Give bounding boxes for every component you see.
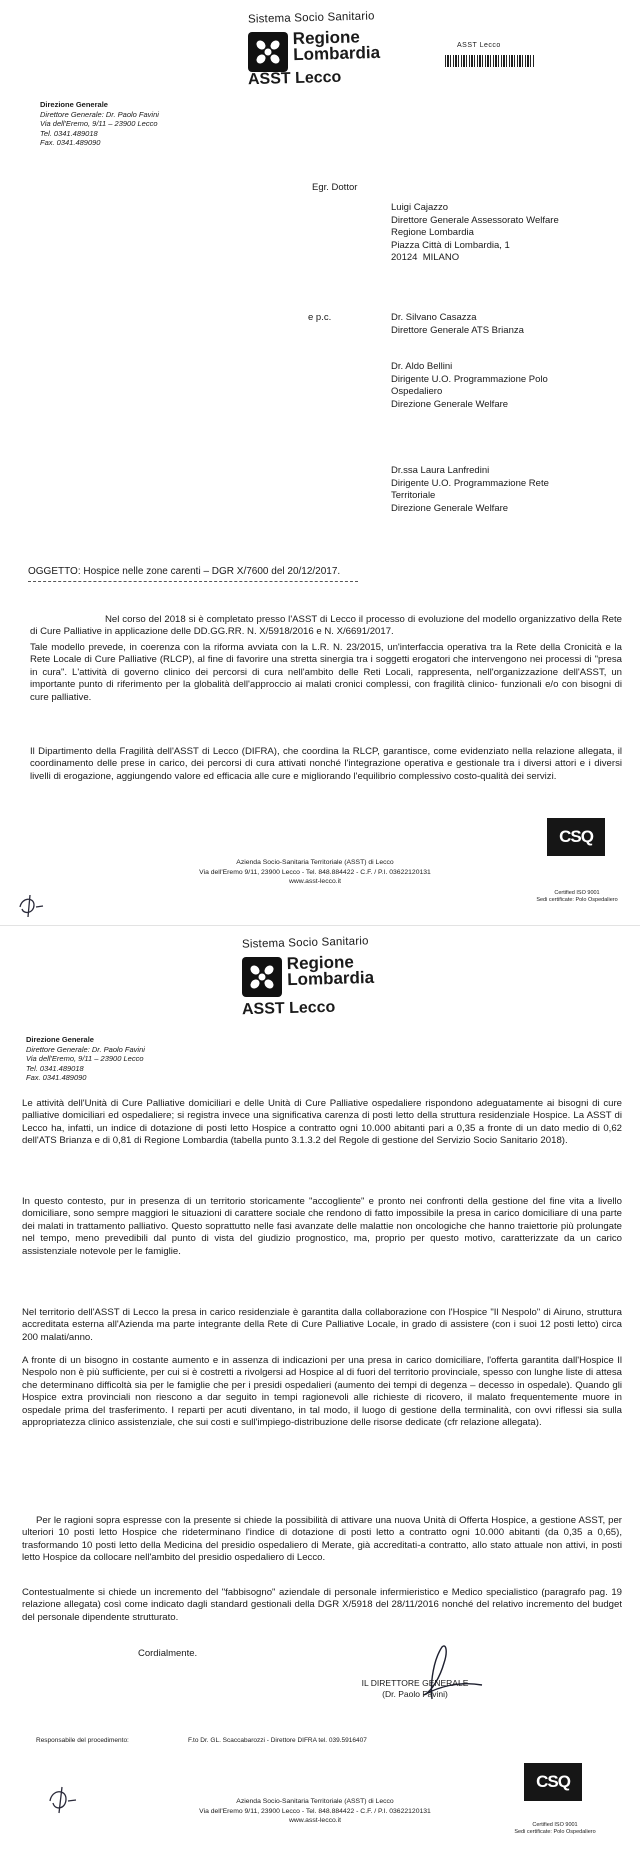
letter-page-1 [0,0,640,925]
body-paragraph-4: Le attività dell'Unità di Cure Palliative domiciliari e delle Unità di Cure Palliative ospedaliere rispondono adeguatamente ai bisogni di cure palliative domiciliari ed ospedaliere; si registra invece una significativa carenza di posti letto della struttura residenziale Hospice. La ASST di Lecco ha, infatti, un indice di dotazione di posti letto Hospice a contratto ogni 10.000 abitanti pari a 0,35 a fronte di un dato medio di 0,62 dell'ATS Brianza e di 0,81 di Regione Lombardia (tabella punto 3.1.3.2 del Regole di gestione del Servizio Socio Sanitario 2018). [22,1098,622,1147]
footer-address-2: Via dell'Eremo 9/11, 23900 Lecco - Tel. 848.884422 - C.F. / P.I. 03622120131 [199,1807,431,1815]
protocol-stamp-label: ASST Lecco [457,42,501,49]
sistema-socio-sanitario-label-2: Sistema Socio Sanitario [241,935,369,951]
salutation-egr: Egr. Dottor [312,182,358,193]
subject-divider [28,581,358,582]
body-paragraph-1: Nel corso del 2018 si è completato presso l'ASST di Lecco il processo di evoluzione del modello organizzativo della Rete di Cure Palliative in applicazione delle DD.GG.RR. N. X/5918/2016 e N. X/6691/2017. [30,614,622,638]
logo-wordmark-2 [287,954,375,988]
sistema-socio-sanitario-label: Sistema Socio Sanitario [247,10,375,26]
cc-recipient-lanfredini: Dr.ssa Laura Lanfredini Dirigente U.O. Programmazione Rete Territoriale Direzione Generale Welfare [391,465,549,514]
direzione-fax: Fax. 0341.489090 [40,138,101,147]
director-name: Direttore Generale: Dr. Paolo Favini [40,109,159,119]
footer-company-2: Azienda Socio-Sanitaria Territoriale (ASST) di Lecco [236,1798,394,1805]
director-signature-name: (Dr. Paolo Favini) [382,1689,448,1699]
logo-line-lombardia-2: Lombardia [286,967,375,990]
footer-address: Via dell'Eremo 9/11, 23900 Lecco - Tel. 848.884422 - C.F. / P.I. 03622120131 [199,868,431,876]
closing-cordialmente: Cordialmente. [138,1648,198,1659]
logo-line-lombardia: Lombardia [292,42,381,65]
regione-lombardia-logo-icon [248,32,288,72]
direzione-title-2: Direzione Generale [26,1035,94,1044]
body-paragraph-7: A fronte di un bisogno in costante aumento e in assenza di indicazioni per una presa in carico domiciliare, l'offerta garantita dall'Hospice Il Nespolo non è più sufficiente, per cui si è costretti a rivolgersi ad Hospice al di fuori del territorio provinciale, spesso con lunghe liste di attesa che determinano difficoltà sia per le famiglie che per i presidi ospedalieri (aumento dei tempi di degenza – decesso in ospedale). Quando gli Hospice extra provinciali non riescono a dar seguito in tempi ragionevoli alle richieste di ricovero, il malato frequentemente muore in ospedale prima del trasferimento. I reparti per acuti diventano, in tal modo, il luogo di gestione della terminalità, con ovvi riflessi sia sulla appropriatezza clinico assistenziale, che sui costi e sull'impiego-distribuzione delle risorse dedicate (cfr relazione allegata). [22,1355,622,1429]
direzione-address: Via dell'Eremo, 9/11 – 23900 Lecco [40,119,158,128]
footer-page-2 [140,1797,490,1826]
iso-certification-note [534,890,620,904]
barcode-icon [445,55,535,67]
footer-website: www.asst-lecco.it [288,878,342,885]
cc-recipient-bellini: Dr. Aldo Bellini Dirigente U.O. Programmazione Polo Ospedaliero Direzione Generale Welfare [391,361,548,410]
direzione-address-2: Via dell'Eremo, 9/11 – 23900 Lecco [26,1054,144,1063]
footer-page-1 [140,858,490,887]
initials-signature-icon [16,893,46,919]
body-paragraph-6: Nel territorio dell'ASST di Lecco la presa in carico residenziale è garantita dalla collaborazione con l'Hospice "Il Nespolo" di Airuno, struttura accreditata esterna all'Azienda ma parte integrante della Rete di Cure Palliative Locale, in grado di assistere (con i suoi 12 posti letto) circa 200 malati/anno. [22,1307,622,1343]
body-paragraph-2: Tale modello prevede, in coerenza con la riforma avviata con la L.R. N. 23/2015, un'interfaccia operativa tra la Rete della Cronicità e la Rete Locale di Cure Palliative (RLCP), al fine di favorire una stretta sinergia tra i soggetti erogatori che intervengono nei processi di "presa in cura". L'attività di governo clinico dei percorsi di cura nell'ambito delle Reti Locali, rappresenta, nell'organizzazione dell'ASST, un importante punto di riferimento per la globalità dell'approccio ai malati cronici complessi, con fragilità clinico- funzionali e/o con bisogni di cure palliative. [30,642,622,703]
initials-signature-icon-2 [46,1785,80,1815]
direzione-tel-2: Tel. 0341.489018 [26,1063,84,1073]
body-paragraph-5: In questo contesto, pur in presenza di un territorio storicamente "accogliente" e pronto nei confronti della gestione del fine vita a livello domiciliare, sono sempre maggiori le situazioni di carattere sociale che rendono di fatto impossibile la presa in carico domiciliare di una parte dei malati in trattamento palliativo. Questo soprattutto nelle fasi avanzate delle malattie non oncologiche che hanno traiettorie più prolungate nel tempo, meno prevedibili dal punto di vista del giudizio prognostico, ma, proprio per questo motivo, caratterizzate da un carico assistenziale notevole per le famiglie. [22,1196,622,1257]
direzione-title: Direzione Generale [40,100,108,109]
body-paragraph-9: Contestualmente si chiede un incremento del "fabbisogno" aziendale di personale infermieristico e Medico specialistico (paragrafo pag. 19 relazione allegata) così come indicato dagli standard gestionali della DGR X/5918 del 28/11/2016 nonché del relativo incremento del budget del personale dipendente strutturato. [22,1587,622,1623]
asst-lecco-title-2: ASST Lecco [241,998,336,1019]
responsabile-label: Responsabile del procedimento: [36,1737,129,1744]
footer-website-2: www.asst-lecco.it [288,1817,342,1824]
csq-certification-logo: CSQ [547,818,605,856]
director-title: IL DIRETTORE GENERALE [361,1678,469,1688]
primary-recipient: Luigi Cajazzo Direttore Generale Assessorato Welfare Regione Lombardia Piazza Città di Lombardia, 1 20124 MILANO [391,202,559,263]
iso-certification-note-2 [512,1822,598,1836]
csq-certification-logo-2: CSQ [524,1763,582,1801]
logo-line-regione: Regione [292,27,361,49]
responsabile-value: F.to Dr. GL. Scaccabarozzi - Direttore DIFRA tel. 039.5916407 [188,1737,367,1744]
iso-cert-line: Certified ISO 9001 [554,890,600,896]
director-name-2: Direttore Generale: Dr. Paolo Favini [26,1044,145,1054]
logo-line-regione-2: Regione [286,952,355,974]
direzione-generale-block-2 [26,1035,145,1083]
direzione-tel: Tel. 0341.489018 [40,128,98,138]
body-paragraph-8: Per le ragioni sopra espresse con la presente si chiede la possibilità di attivare una nuova Unità di Offerta Hospice, a gestione ASST, per ulteriori 10 posti letto Hospice che rideterminano l'indice di dotazione di posti letto a contratto ogni 10.000 abitanti (da 0,35 a 0,65), trasformando 10 posti letto della Medicina del presidio ospedaliero di Merate, già accreditati-a contratto, allo stato attuale non attivi, in posti letto Hospice da collocare nell'ambito del presidio ospedaliero di Lecco. [22,1515,622,1564]
regione-lombardia-logo-icon-2 [242,957,282,997]
oggetto-subject-line: OGGETTO: Hospice nelle zone carenti – DGR X/7600 del 20/12/2017. [28,566,341,577]
direzione-generale-block [40,100,159,148]
logo-wordmark [293,29,381,63]
cc-recipient-casazza: Dr. Silvano Casazza Direttore Generale ATS Brianza [391,312,524,336]
director-signature-block [330,1678,500,1700]
asst-lecco-title: ASST Lecco [247,68,342,89]
iso-sites-line-2: Sedi certificate: Polo Ospedaliero [514,1829,596,1835]
body-paragraph-3: Il Dipartimento della Fragilità dell'ASST di Lecco (DIFRA), che coordina la RLCP, garantisce, come evidenziato nella relazione allegata, il coordinamento delle prese in carico, dei percorsi di cura attivati nonché l'integrazione operativa e gestionale tra i diversi attori e i diversi livelli di erogazione, aggiungendo valore ed efficacia alle cure e migliorando l'equilibrio complessivo costo-qualità dei servizi. [30,746,622,782]
footer-company: Azienda Socio-Sanitaria Territoriale (ASST) di Lecco [236,859,394,866]
iso-sites-line: Sedi certificate: Polo Ospedaliero [536,897,618,903]
letter-page-2 [0,925,640,1861]
cc-label: e p.c. [308,312,332,323]
iso-cert-line-2: Certified ISO 9001 [532,1822,578,1828]
direzione-fax-2: Fax. 0341.489090 [26,1073,87,1082]
